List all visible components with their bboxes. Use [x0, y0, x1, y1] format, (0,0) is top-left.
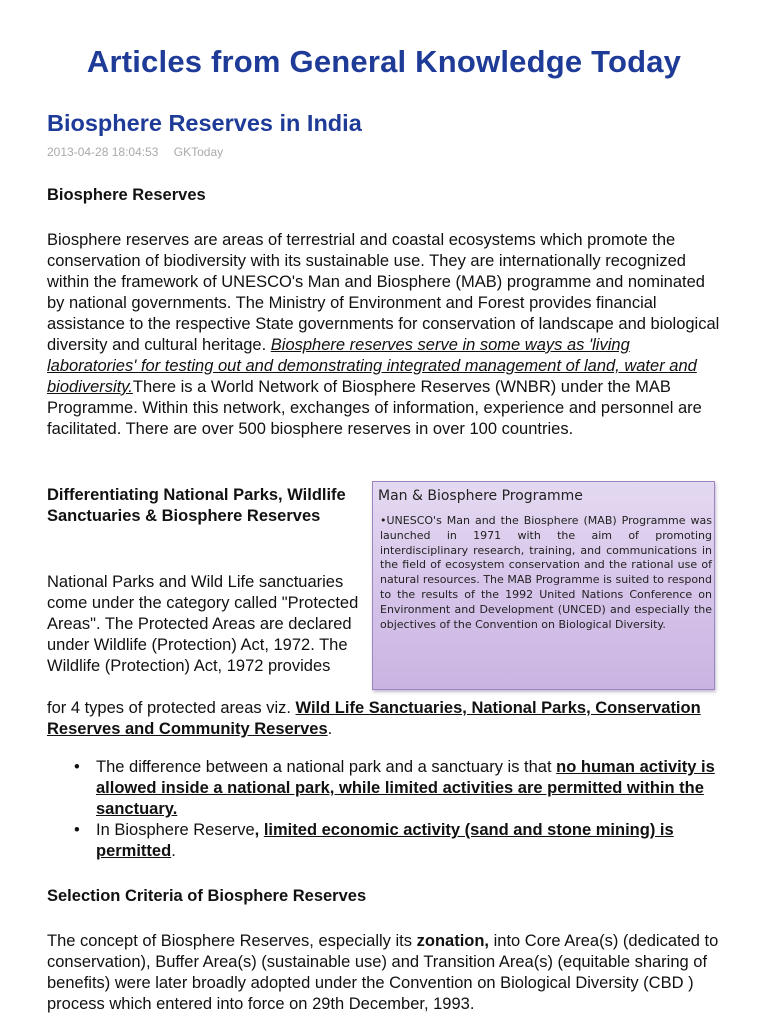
list-item	[47, 820, 723, 862]
limited-economic-activity-link[interactable]: limited economic activity (sand and stone mining) is permitted	[96, 821, 674, 860]
article-author: GKToday	[173, 145, 224, 159]
list-item-text: The difference between a national park and a sanctuary is that	[96, 758, 557, 776]
list-item-bold: ,	[254, 821, 264, 839]
article-title[interactable]: Biosphere Reserves in India	[47, 110, 362, 136]
paragraph-protected-areas: National Parks and Wild Life sanctuaries come under the category called "Protected Areas". The Protected Areas are declared under Wildlife (Protection) Act, 1972. The Wildlife (Protection) Act, 1972 provides	[47, 573, 359, 675]
paragraph-biosphere-reserves	[47, 230, 723, 440]
no-human-activity-link[interactable]: no human activity is allowed inside a national park, while limited activities are permitted within the sanctuary.	[96, 758, 715, 818]
paragraph-text: into Core Area(s) (dedicated to conservation), Buffer Area(s) (sustainable use) and Transition Area(s) (equitable sharing of benefits) were later broadly adopted under the Convention on Biological Diversity (CBD ) process which entered into force on 29th December, 1993.	[47, 932, 719, 1013]
zonation-bold: zonation,	[416, 932, 490, 950]
protected-area-types-link[interactable]: Wild Life Sanctuaries, National Parks, Conservation Reserves and Community Reserves	[47, 699, 701, 738]
paragraph-selection-criteria	[47, 931, 723, 1015]
mab-box-title: Man & Biosphere Programme	[378, 488, 583, 504]
paragraph-text: .	[327, 720, 333, 738]
article-meta	[47, 145, 223, 159]
section-heading-differentiating: Differentiating National Parks, Wildlife Sanctuaries & Biosphere Reserves	[47, 486, 346, 525]
living-laboratories-link[interactable]: Biosphere reserves serve in some ways as 'living laboratories' for testing out and demonstrating integrated management of land, water and biodiversity.	[47, 336, 697, 396]
list-item-text: .	[171, 842, 176, 860]
paragraph-text: The concept of Biosphere Reserves, especially its	[47, 932, 417, 950]
article-date: 2013-04-28 18:04:53	[47, 145, 159, 159]
mab-box-body: •UNESCO's Man and the Biosphere (MAB) Programme was launched in 1971 with the aim of promoting interdisciplinary research, training, and communications in the field of ecosystem conservation and the rational use of natural resources. The MAB Programme is suited to respond to the results of the 1992 United Nations Conference on Environment and Development (UNCED) and especially the objectives of the Convention on Biological Diversity.	[380, 514, 712, 631]
difference-list	[47, 757, 723, 862]
section-heading-biosphere-reserves: Biosphere Reserves	[47, 186, 206, 204]
mab-programme-infobox	[372, 481, 715, 690]
list-item-text: In Biosphere Reserve	[96, 821, 255, 839]
paragraph-text: for 4 types of protected areas viz.	[47, 699, 296, 717]
section-heading-selection-criteria: Selection Criteria of Biosphere Reserves	[47, 887, 367, 905]
list-item	[47, 757, 723, 820]
paragraph-text: There is a World Network of Biosphere Reserves (WNBR) under the MAB Programme. Within this network, exchanges of information, experience and personnel are facilitated. There are over 500 biosphere reserves in over 100 countries.	[47, 378, 702, 438]
site-title: Articles from General Knowledge Today	[86, 44, 682, 79]
paragraph-protected-area-types	[47, 698, 723, 740]
paragraph-text: Biosphere reserves are areas of terrestrial and coastal ecosystems which promote the conservation of biodiversity with its sustainable use. They are internationally recognized within the framework of UNESCO's Man and Biosphere (MAB) programme and nominated by national governments. The Ministry of Environment and Forest provides financial assistance to the respective State governments for conservation of landscape and biological diversity and cultural heritage.	[47, 231, 720, 354]
